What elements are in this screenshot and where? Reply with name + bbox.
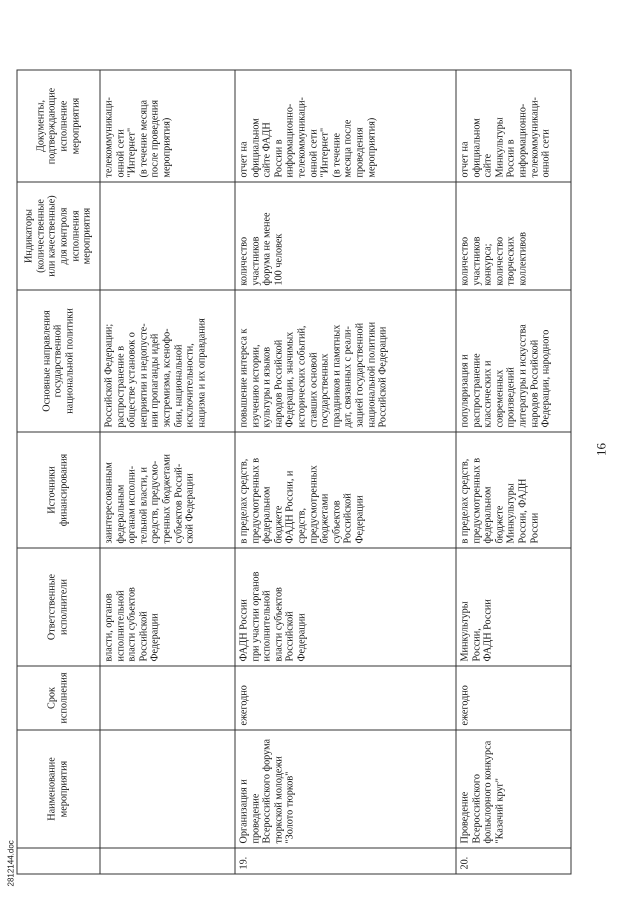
cell-documents: отчет на официальном сайте ФАДН России в информационно- телекоммуникаци- онной сети "Интернет" (в течение месяца после проведения мероприятия) <box>235 70 456 182</box>
cell-term: ежегодно <box>235 666 456 730</box>
cell-num: 19. <box>235 848 456 874</box>
header-term: Срок исполнения <box>17 666 100 730</box>
cell-executors: ФАДН России при участии органов исполнительной власти субъектов Российской Федерации <box>235 548 456 666</box>
rotated-landscape-content <box>1 0 640 905</box>
header-indicators: Индикаторы (количественные или качественные) для контроля исполнения мероприятия <box>17 182 100 290</box>
table-row <box>456 70 571 874</box>
cell-name: Организация и проведение Всероссийского форума тюркской молодежи "Золото тюрков" <box>235 730 456 848</box>
page-number: 16 <box>593 443 609 456</box>
cell-directions: популяризация и распространение классических и современных произведений литературы и искусства народов Российской Федерации, народного <box>456 290 571 432</box>
cell-executors: Минкультуры России, ФАДН России <box>456 548 571 666</box>
footer-doc-code: 2812144.doc <box>6 840 16 887</box>
header-num <box>17 848 100 874</box>
header-name: Наименование мероприятия <box>17 730 100 848</box>
cell-indicators: количество участников конкурса; количество творческих коллективов <box>456 182 571 290</box>
cell-financing: в пределах средств, предусмотренных в федеральном бюджете ФАДН России, и средств, предусмотренных бюджетами субъектов Российской Федерации <box>235 432 456 548</box>
table-row-continuation <box>100 70 235 874</box>
header-executors: Ответственные исполнители <box>17 548 100 666</box>
cell-term <box>100 666 235 730</box>
cell-name: Проведение Всероссийского фольклорного конкурса "Казачий круг" <box>456 730 571 848</box>
cell-num <box>100 848 235 874</box>
cell-directions: повышение интереса к изучению истории, культуры и языков народов Российской Федерации, значимых исторических событий, ставших основой государственных праздников и памятных дат, связанных с реали- зацией государственной национальной политики Российской Федерации <box>235 290 456 432</box>
cell-executors: власти, органов исполнительной власти субъектов Российской Федерации <box>100 548 235 666</box>
events-table <box>17 70 572 875</box>
table-row <box>235 70 456 874</box>
header-documents: Документы, подтверждающие исполнение мероприятия <box>17 70 100 182</box>
cell-term: ежегодно <box>456 666 571 730</box>
table-header-row <box>17 70 100 874</box>
cell-indicators <box>100 182 235 290</box>
cell-documents: отчет на официальном сайте Минкультуры России в информационно- телекоммуникаци- онной сети <box>456 70 571 182</box>
header-directions: Основные направления государственной национальной политики <box>17 290 100 432</box>
cell-documents: телекоммуникаци- онной сети "Интернет" (в течение месяца после проведения мероприятия) <box>100 70 235 182</box>
header-financing: Источники финансирования <box>17 432 100 548</box>
cell-name <box>100 730 235 848</box>
cell-num: 20. <box>456 848 571 874</box>
cell-directions: Российской Федерации; распространение в обществе установок о неприятии и недопусте- нии пропаганды идей экстремизма, ксенофо- бии, национальной исключительности, нацизма и их оправдания <box>100 290 235 432</box>
cell-indicators: количество участников форума не менее 100 человек <box>235 182 456 290</box>
cell-financing: заинтересованным федеральным органам исполни- тельной власти, и средств, предусмо- тренных бюджетами субъектов Россий- ской Федерации <box>100 432 235 548</box>
cell-financing: в пределах средств, предусмотренных в федеральном бюджете Минкультуры России, ФАДН России <box>456 432 571 548</box>
